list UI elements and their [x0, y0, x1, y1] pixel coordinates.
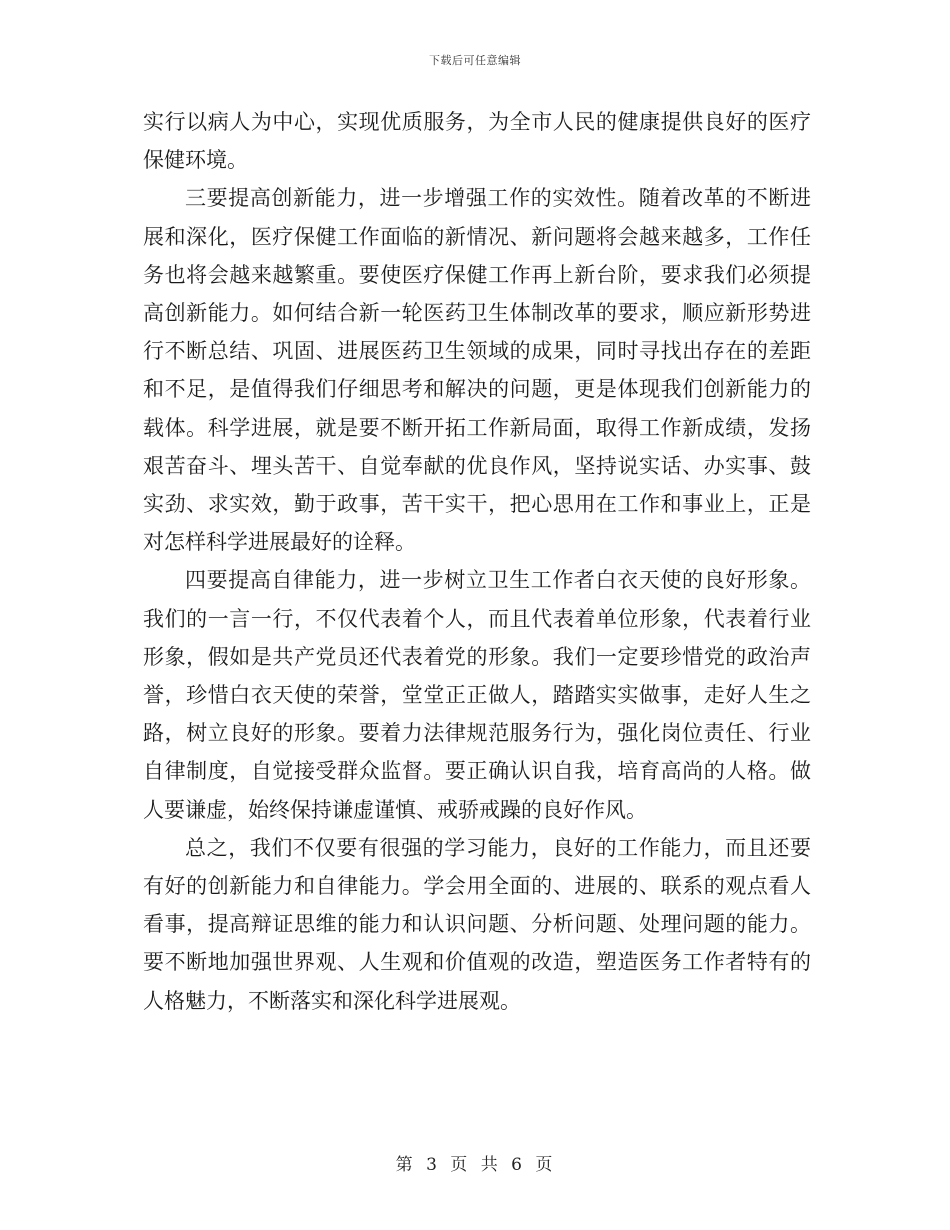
paragraph-1: 实行以病人为中心，实现优质服务，为全市人民的健康提供良好的医疗保健环境。	[143, 110, 811, 173]
paragraph-3: 四要提高自律能力，进一步树立卫生工作者白衣天使的良好形象。我们的一言一行，不仅代表着个人，而且代表着单位形象，代表着行业形象，假如是共产党员还代表着党的形象。我们一定要珍惜党的政治声誉，珍惜白衣天使的荣誉，堂堂正正做人，踏踏实实做事，走好人生之路，树立良好的形象。要着力法律规范服务行为，强化岗位责任、行业自律制度，自觉接受群众监督。要正确认识自我，培育高尚的人格。做人要谦虚，始终保持谦虚谨慎、戒骄戒躁的良好作风。	[143, 568, 811, 822]
document-body	[143, 103, 811, 1020]
page-header: 下载后可任意编辑	[429, 54, 521, 67]
paragraph-4: 总之，我们不仅要有很强的学习能力，良好的工作能力，而且还要有好的创新能力和自律能力。学会用全面的、进展的、联系的观点看人看事，提高辩证思维的能力和认识问题、分析问题、处理问题的能力。要不断地加强世界观、人生观和价值观的改造，塑造医务工作者特有的人格魅力，不断落实和深化科学进展观。	[143, 835, 811, 1013]
page-number: 第 3 页 共 6 页	[395, 1155, 555, 1175]
paragraph-2: 三要提高创新能力，进一步增强工作的实效性。随着改革的不断进展和深化，医疗保健工作面临的新情况、新问题将会越来越多，工作任务也将会越来越繁重。要使医疗保健工作再上新台阶，要求我们必须提高创新能力。如何结合新一轮医药卫生体制改革的要求，顺应新形势进行不断总结、巩固、进展医药卫生领域的成果，同时寻找出存在的差距和不足，是值得我们仔细思考和解决的问题，更是体现我们创新能力的载体。科学进展，就是要不断开拓工作新局面，取得工作新成绩，发扬艰苦奋斗、埋头苦干、自觉奉献的优良作风，坚持说实话、办实事、鼓实劲、求实效，勤于政事，苦干实干，把心思用在工作和事业上，正是对怎样科学进展最好的诠释。	[143, 186, 811, 555]
